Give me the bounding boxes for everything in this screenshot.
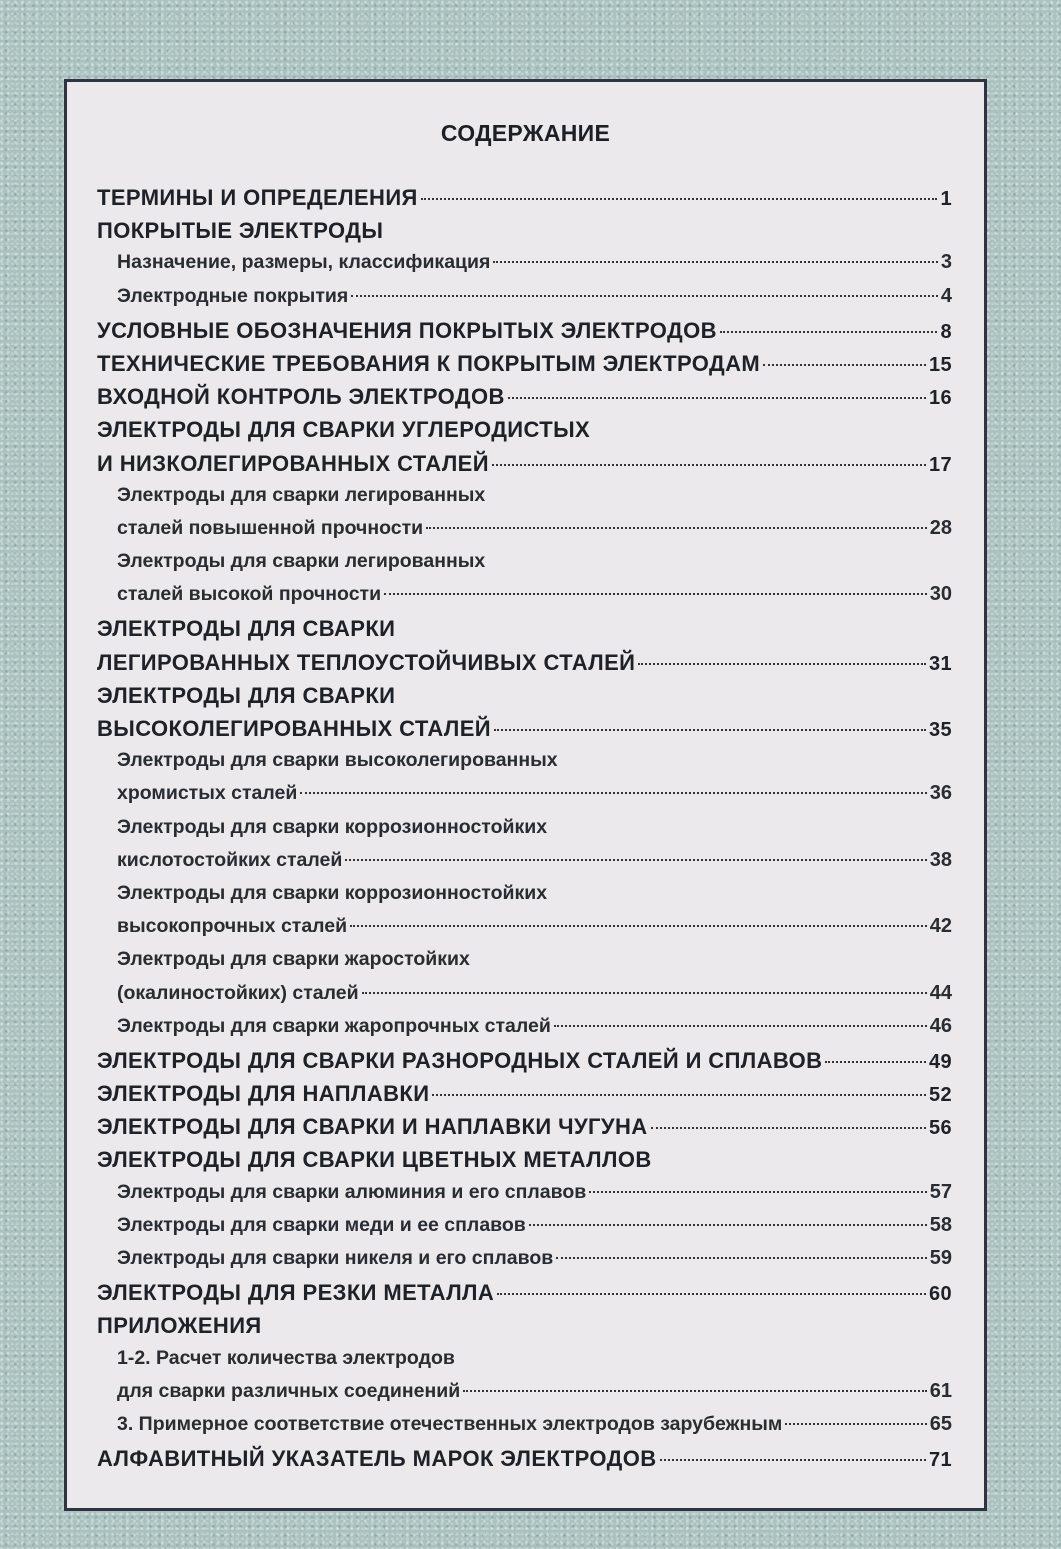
dot-leader xyxy=(463,1390,927,1392)
entry-page: 46 xyxy=(929,1014,952,1037)
dot-leader xyxy=(763,364,926,366)
entry-page: 1 xyxy=(940,188,952,210)
toc-entry xyxy=(97,1313,952,1346)
entry-title: ЭЛЕКТРОДЫ ДЛЯ СВАРКИ xyxy=(97,616,396,642)
toc-entry xyxy=(97,185,952,218)
toc-list xyxy=(97,185,952,1479)
dot-leader xyxy=(426,527,927,529)
dot-leader xyxy=(362,992,927,994)
entry-page: 4 xyxy=(940,284,952,307)
toc-subentry xyxy=(97,882,952,915)
toc-entry xyxy=(97,417,952,450)
entry-page: 60 xyxy=(928,1283,952,1306)
entry-title: ВХОДНОЙ КОНТРОЛЬ ЭЛЕКТРОДОВ xyxy=(97,384,505,410)
entry-title: ПОКРЫТЫЕ ЭЛЕКТРОДЫ xyxy=(97,218,384,244)
entry-page: 65 xyxy=(929,1412,952,1435)
dot-leader xyxy=(351,295,938,297)
toc-subentry xyxy=(97,550,952,583)
toc-entry xyxy=(97,1081,952,1114)
entry-title: Электроды для сварки жаропрочных сталей xyxy=(117,1014,551,1037)
entry-title: ЭЛЕКТРОДЫ ДЛЯ РЕЗКИ МЕТАЛЛА xyxy=(97,1280,495,1306)
entry-page: 35 xyxy=(928,719,952,741)
entry-title: Электроды для сварки коррозионностойких xyxy=(117,881,548,904)
dot-leader xyxy=(651,1127,926,1129)
toc-subentry xyxy=(97,1413,952,1446)
entry-title: Электродные покрытия xyxy=(117,284,349,307)
dot-leader xyxy=(300,792,926,794)
entry-page: 36 xyxy=(929,782,952,805)
contents-panel xyxy=(64,79,987,1511)
toc-subentry xyxy=(97,517,952,550)
toc-entry xyxy=(97,683,952,716)
entry-title: для сварки различных соединений xyxy=(117,1379,461,1402)
entry-page: 31 xyxy=(928,652,952,675)
entry-title: (окалиностойких) сталей xyxy=(117,981,359,1004)
toc-subentry xyxy=(97,982,952,1015)
entry-page: 44 xyxy=(929,981,952,1004)
dot-leader xyxy=(384,593,927,595)
dot-leader xyxy=(421,198,938,200)
entry-page: 61 xyxy=(929,1379,952,1402)
entry-page: 8 xyxy=(940,320,952,343)
dot-leader xyxy=(825,1061,925,1063)
dot-leader xyxy=(345,859,926,861)
entry-title: Электроды для сварки никеля и его сплавов xyxy=(117,1247,554,1269)
dot-leader xyxy=(720,331,938,333)
entry-title: Электроды для сварки жаростойких xyxy=(117,948,470,971)
toc-entry xyxy=(97,451,952,484)
toc-subentry xyxy=(97,583,952,616)
contents-heading: СОДЕРЖАНИЕ xyxy=(440,120,611,146)
dot-leader xyxy=(589,1191,926,1193)
dot-leader xyxy=(556,1257,927,1259)
dot-leader xyxy=(508,397,926,399)
entry-title: УСЛОВНЫЕ ОБОЗНАЧЕНИЯ ПОКРЫТЫХ ЭЛЕКТРОДОВ xyxy=(97,317,717,343)
entry-title: 3. Примерное соответствие отечественных электродов зарубежным xyxy=(117,1412,783,1435)
toc-subentry xyxy=(97,1181,952,1214)
toc-entry xyxy=(97,318,952,351)
toc-subentry xyxy=(97,816,952,849)
toc-subentry xyxy=(97,1015,952,1048)
dot-leader xyxy=(494,729,926,731)
entry-title: АЛФАВИТНЫЙ УКАЗАТЕЛЬ МАРОК ЭЛЕКТРОДОВ xyxy=(97,1446,657,1472)
entry-page: 58 xyxy=(929,1213,952,1236)
entry-title: ЭЛЕКТРОДЫ ДЛЯ НАПЛАВКИ xyxy=(97,1081,430,1107)
entry-title: 1-2. Расчет количества электродов xyxy=(117,1346,455,1369)
entry-title: Электроды для сварки высоколегированных xyxy=(117,749,558,772)
toc-subentry xyxy=(97,849,952,882)
entry-title: ЭЛЕКТРОДЫ ДЛЯ СВАРКИ xyxy=(97,682,396,708)
entry-page: 15 xyxy=(928,353,952,376)
toc-subentry xyxy=(97,782,952,815)
entry-title: Электроды для сварки алюминия и его сплавов xyxy=(117,1180,587,1203)
entry-title: ТЕРМИНЫ И ОПРЕДЕЛЕНИЯ xyxy=(97,185,418,210)
toc-subentry xyxy=(97,1214,952,1247)
toc-subentry xyxy=(97,484,952,517)
dot-leader xyxy=(493,261,937,263)
toc-entry xyxy=(97,1048,952,1081)
entry-page: 57 xyxy=(929,1180,952,1203)
toc-subentry xyxy=(97,749,952,782)
entry-title: ЭЛЕКТРОДЫ ДЛЯ СВАРКИ ЦВЕТНЫХ МЕТАЛЛОВ xyxy=(97,1147,652,1173)
toc-entry xyxy=(97,716,952,749)
toc-entry xyxy=(97,1446,952,1479)
toc-entry xyxy=(97,1280,952,1313)
toc-entry xyxy=(97,351,952,384)
dot-leader xyxy=(638,663,926,665)
toc-entry xyxy=(97,384,952,417)
toc-subentry xyxy=(97,1380,952,1413)
entry-title: ЭЛЕКТРОДЫ ДЛЯ СВАРКИ И НАПЛАВКИ ЧУГУНА xyxy=(97,1114,648,1140)
dot-leader xyxy=(529,1224,927,1226)
dot-leader xyxy=(492,464,926,466)
entry-page: 30 xyxy=(929,583,952,606)
entry-page: 17 xyxy=(928,453,952,476)
entry-page: 28 xyxy=(929,516,952,539)
toc-subentry xyxy=(97,948,952,981)
entry-title: высокопрочных сталей xyxy=(117,915,348,938)
entry-title: И НИЗКОЛЕГИРОВАННЫХ СТАЛЕЙ xyxy=(97,450,489,476)
toc-subentry xyxy=(97,1247,952,1280)
entry-title: Электроды для сварки легированных xyxy=(117,483,486,506)
entry-title: Электроды для сварки меди и ее сплавов xyxy=(117,1213,526,1236)
entry-title: сталей высокой прочности xyxy=(117,583,382,606)
entry-title: хромистых сталей xyxy=(117,782,298,805)
toc-entry xyxy=(97,1114,952,1147)
entry-title: Электроды для сварки коррозионностойких xyxy=(117,815,548,838)
toc-entry xyxy=(97,650,952,683)
entry-page: 56 xyxy=(928,1117,952,1140)
toc-subentry xyxy=(97,285,952,318)
toc-subentry xyxy=(97,1347,952,1380)
entry-title: ЭЛЕКТРОДЫ ДЛЯ СВАРКИ УГЛЕРОДИСТЫХ xyxy=(97,417,591,443)
dot-leader xyxy=(432,1094,926,1096)
entry-title: ЛЕГИРОВАННЫХ ТЕПЛОУСТОЙЧИВЫХ СТАЛЕЙ xyxy=(97,649,636,675)
entry-title: ТЕХНИЧЕСКИЕ ТРЕБОВАНИЯ К ПОКРЫТЫМ ЭЛЕКТРОДАМ xyxy=(97,350,761,376)
toc-entry xyxy=(97,616,952,649)
toc-subentry xyxy=(97,251,952,284)
toc-entry xyxy=(97,218,952,251)
entry-page: 52 xyxy=(928,1084,952,1107)
entry-page: 16 xyxy=(928,387,952,410)
dot-leader xyxy=(350,925,927,927)
entry-page: 59 xyxy=(929,1247,952,1269)
entry-title: ВЫСОКОЛЕГИРОВАННЫХ СТАЛЕЙ xyxy=(97,716,492,741)
toc-subentry xyxy=(97,915,952,948)
entry-page: 49 xyxy=(928,1050,952,1073)
toc-entry xyxy=(97,1147,952,1180)
entry-page: 71 xyxy=(928,1449,952,1472)
entry-title: Назначение, размеры, классификация xyxy=(117,251,491,274)
entry-title: ПРИЛОЖЕНИЯ xyxy=(97,1313,262,1339)
dot-leader xyxy=(554,1025,927,1027)
dot-leader xyxy=(660,1459,926,1461)
entry-title: Электроды для сварки легированных xyxy=(117,550,486,573)
dot-leader xyxy=(497,1293,926,1295)
entry-page: 42 xyxy=(929,915,952,938)
entry-page: 3 xyxy=(940,251,952,274)
dot-leader xyxy=(785,1423,926,1425)
entry-title: кислотостойких сталей xyxy=(117,848,343,871)
entry-page: 38 xyxy=(929,848,952,871)
entry-title: ЭЛЕКТРОДЫ ДЛЯ СВАРКИ РАЗНОРОДНЫХ СТАЛЕЙ И СПЛАВОВ xyxy=(97,1047,823,1073)
entry-title: сталей повышенной прочности xyxy=(117,516,424,539)
